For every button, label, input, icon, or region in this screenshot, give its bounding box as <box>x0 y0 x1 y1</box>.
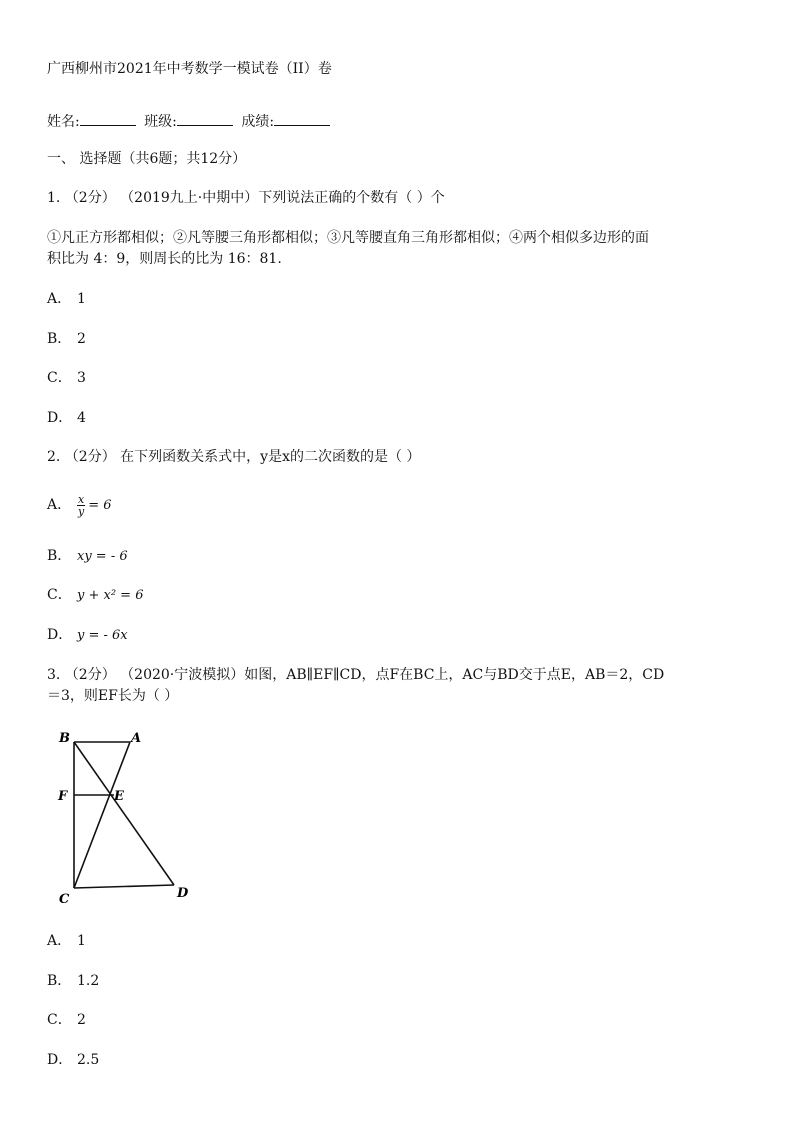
question-1-body-line-1: ①凡正方形都相似；②凡等腰三角形都相似；③凡等腰直角三角形都相似；④两个相似多边形的面 <box>47 230 649 246</box>
question-2-option-c[interactable] <box>47 586 143 605</box>
question-2-option-d[interactable] <box>47 626 128 645</box>
class-field[interactable] <box>177 111 233 126</box>
name-field[interactable] <box>80 111 136 126</box>
option-text: 3 <box>77 370 86 386</box>
question-1-body-line-2: 积比为 4：9，则周长的比为 16：81. <box>47 251 282 267</box>
point-label-a: A <box>131 731 142 746</box>
option-letter: C． <box>47 587 72 603</box>
name-label: 姓名: <box>47 114 80 130</box>
option-letter: C． <box>47 370 72 386</box>
exam-title: 广西柳州市2021年中考数学一模试卷（II）卷 <box>47 61 332 77</box>
segment-bd <box>74 742 174 885</box>
question-3-option-b[interactable] <box>47 972 99 990</box>
class-label: 班级: <box>144 114 177 130</box>
option-text: 1.2 <box>77 973 100 989</box>
geometry-figure <box>52 724 202 914</box>
question-2-option-b[interactable] <box>47 547 128 566</box>
option-letter: B． <box>47 548 72 564</box>
score-field[interactable] <box>274 111 330 126</box>
fraction-denominator: y <box>78 504 85 518</box>
point-label-c: C <box>59 892 70 907</box>
student-info-row <box>47 111 330 131</box>
option-formula: y + x² = 6 <box>77 588 144 603</box>
option-letter: A． <box>47 933 72 949</box>
option-text: 2 <box>77 1012 86 1028</box>
question-3-option-c[interactable] <box>47 1011 86 1029</box>
option-letter: B． <box>47 973 72 989</box>
option-text: 1 <box>77 933 86 949</box>
segment-cd <box>74 885 174 888</box>
option-text: 4 <box>77 410 86 426</box>
question-1-option-d[interactable] <box>47 409 86 427</box>
option-letter: A． <box>47 497 72 513</box>
question-3-option-d[interactable] <box>47 1051 99 1069</box>
option-formula: xy = - 6 <box>77 549 128 564</box>
question-1-option-b[interactable] <box>47 330 86 348</box>
question-3-stem-line-1: 3. （2分） （2020·宁波模拟）如图，AB∥EF∥CD，点F在BC上，AC与BD交于点E，AB＝2，CD <box>47 667 665 683</box>
point-label-f: F <box>58 789 68 804</box>
score-label: 成绩: <box>241 114 275 130</box>
option-letter: B． <box>47 331 72 347</box>
fraction <box>77 494 85 517</box>
question-1-option-c[interactable] <box>47 369 86 387</box>
point-label-d: D <box>177 886 189 901</box>
fraction-numerator: x <box>78 492 85 506</box>
point-label-b: B <box>59 731 70 746</box>
question-1-stem: 1. （2分） （2019九上·中期中）下列说法正确的个数有（ ）个 <box>47 190 445 206</box>
question-3-stem-line-2: ＝3，则EF长为（ ） <box>47 688 179 704</box>
question-1-option-a[interactable] <box>47 290 86 308</box>
question-2-option-a[interactable] <box>47 492 112 519</box>
point-label-e: E <box>114 789 124 804</box>
section-heading: 一、 选择题（共6题；共12分） <box>47 151 247 167</box>
option-formula: y = - 6x <box>77 628 128 643</box>
option-text: 2 <box>77 331 86 347</box>
option-letter: D． <box>47 627 73 643</box>
option-text: 1 <box>77 291 86 307</box>
option-letter: D． <box>47 410 73 426</box>
option-letter: D． <box>47 1052 73 1068</box>
option-text: 2.5 <box>77 1052 100 1068</box>
equation-tail: = 6 <box>88 498 112 513</box>
option-letter: C． <box>47 1012 72 1028</box>
question-2-stem: 2. （2分） 在下列函数关系式中，y是x的二次函数的是（ ） <box>47 449 421 465</box>
question-3-option-a[interactable] <box>47 932 86 950</box>
option-letter: A． <box>47 291 72 307</box>
segment-ac <box>74 742 130 888</box>
